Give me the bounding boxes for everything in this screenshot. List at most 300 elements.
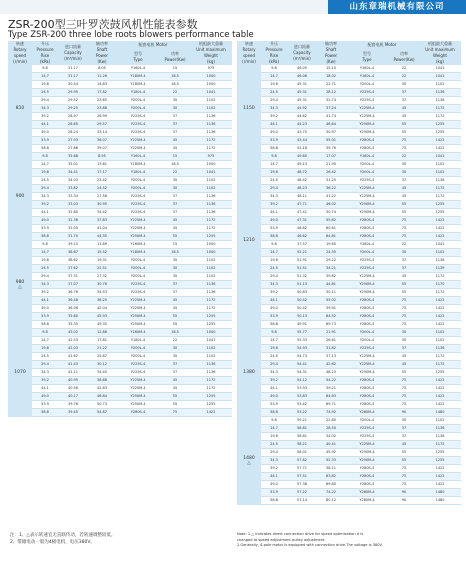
- weight-cell: 1102: [419, 169, 461, 177]
- pressure-cell: 9.8: [32, 65, 58, 73]
- shaft-power-cell: 37.24: [317, 105, 345, 113]
- weight-cell: 1000: [190, 81, 232, 89]
- pressure-cell: 19.6: [32, 257, 58, 265]
- pressure-cell: 29.4: [32, 361, 58, 369]
- weight-cell: 1102: [419, 81, 461, 89]
- motor-power-cell: 55: [389, 281, 419, 289]
- note-line: 2.Generally, 4-pole motor is equipped with connection drive.The voltage is 380V.: [237, 543, 383, 547]
- motor-power-cell: 37: [389, 257, 419, 265]
- capacity-cell: 39.15: [58, 241, 88, 249]
- shaft-power-cell: 44.81: [317, 281, 345, 289]
- motor-type-cell: Y280S-4: [345, 297, 389, 305]
- motor-power-cell: 75: [389, 321, 419, 329]
- table-row: [237, 465, 461, 473]
- table-row: [8, 105, 232, 113]
- motor-type-cell: Y160M-4: [116, 241, 160, 249]
- pressure-cell: 53.9: [261, 401, 287, 409]
- motor-type-cell: Y225M-4: [116, 377, 160, 385]
- pressure-cell: 53.9: [32, 313, 58, 321]
- capacity-cell: 39.45: [58, 409, 88, 417]
- motor-type-cell: Y280S-4: [345, 225, 389, 233]
- header-capacity: 进口流量 Capacity (m³/min): [287, 41, 317, 65]
- motor-power-cell: 37: [389, 425, 419, 433]
- shaft-power-cell: 80.12: [317, 497, 345, 505]
- shaft-power-cell: 18.02: [317, 73, 345, 81]
- pressure-cell: 14.7: [32, 337, 58, 345]
- motor-power-cell: 55: [389, 289, 419, 297]
- weight-cell: 1139: [419, 265, 461, 273]
- shaft-power-cell: 48.23: [317, 369, 345, 377]
- motor-power-cell: 37: [160, 201, 190, 209]
- capacity-cell: 37.62: [58, 265, 88, 273]
- motor-power-cell: 30: [389, 161, 419, 169]
- shaft-power-cell: 36.22: [317, 185, 345, 193]
- table-row: [8, 401, 232, 409]
- table-row: [8, 241, 232, 249]
- weight-cell: 1041: [190, 89, 232, 97]
- capacity-cell: 27.86: [58, 145, 88, 153]
- shaft-power-cell: 11.89: [88, 241, 116, 249]
- motor-type-cell: Y280S-4: [345, 465, 389, 473]
- motor-power-cell: 22: [160, 169, 190, 177]
- pressure-cell: 29.4: [261, 273, 287, 281]
- motor-type-cell: Y225M-4: [116, 145, 160, 153]
- header-rotary-speed: 转速 Rotary speed (r/min): [8, 41, 32, 65]
- weight-cell: 1102: [419, 249, 461, 257]
- capacity-cell: 42.53: [58, 337, 88, 345]
- capacity-cell: 28.65: [58, 121, 88, 129]
- pressure-cell: 34.3: [261, 457, 287, 465]
- capacity-cell: 53.22: [287, 409, 317, 417]
- shaft-power-cell: 17.17: [88, 169, 116, 177]
- motor-power-cell: 75: [389, 385, 419, 393]
- motor-power-cell: 55: [160, 313, 190, 321]
- shaft-power-cell: 23.65: [88, 97, 116, 105]
- motor-power-cell: 75: [389, 401, 419, 409]
- weight-cell: 1102: [190, 177, 232, 185]
- weight-cell: 1172: [419, 185, 461, 193]
- capacity-cell: 36.76: [58, 289, 88, 297]
- motor-power-cell: 22: [389, 65, 419, 73]
- shaft-power-cell: 54.22: [317, 377, 345, 385]
- table-row: [8, 137, 232, 145]
- table-row: [237, 105, 461, 113]
- header-motor-type: 型号 Type: [116, 49, 160, 65]
- pressure-cell: 9.8: [261, 241, 287, 249]
- motor-power-cell: 55: [160, 401, 190, 409]
- weight-cell: 1255: [419, 369, 461, 377]
- capacity-cell: 45.31: [287, 89, 317, 97]
- motor-power-cell: 45: [389, 185, 419, 193]
- weight-cell: 1136: [419, 97, 461, 105]
- capacity-cell: 49.60: [287, 153, 317, 161]
- pressure-cell: 39.2: [261, 289, 287, 297]
- pressure-cell: 39.2: [261, 201, 287, 209]
- table-row: [237, 137, 461, 145]
- weight-cell: 1255: [190, 313, 232, 321]
- weight-cell: 1255: [190, 233, 232, 241]
- table-row: [237, 289, 461, 297]
- shaft-power-cell: 31.25: [317, 177, 345, 185]
- table-row: [237, 409, 461, 417]
- pressure-cell: 44.1: [32, 209, 58, 217]
- motor-type-cell: Y160L-4: [116, 153, 160, 161]
- motor-power-cell: 18.5: [160, 249, 190, 257]
- pressure-cell: 39.2: [32, 377, 58, 385]
- motor-type-cell: Y280S-4: [345, 313, 389, 321]
- motor-power-cell: 75: [389, 481, 419, 489]
- header-capacity: 进口流量 Capacity (m³/min): [58, 41, 88, 65]
- shaft-power-cell: 58.11: [317, 465, 345, 473]
- motor-type-cell: Y250M-4: [345, 449, 389, 457]
- table-row: [8, 393, 232, 401]
- table-row: [237, 361, 461, 369]
- notes-english: [237, 532, 383, 549]
- motor-type-cell: Y225M-4: [345, 193, 389, 201]
- capacity-cell: 28.97: [58, 113, 88, 121]
- shaft-power-cell: 27.58: [88, 193, 116, 201]
- shaft-power-cell: 22.71: [317, 81, 345, 89]
- capacity-cell: 58.61: [287, 433, 317, 441]
- pressure-cell: 53.9: [261, 313, 287, 321]
- weight-cell: 1000: [190, 161, 232, 169]
- motor-power-cell: 30: [160, 97, 190, 105]
- shaft-power-cell: 21.22: [88, 345, 116, 353]
- motor-type-cell: Y180L-4: [116, 169, 160, 177]
- capacity-cell: 44.92: [287, 105, 317, 113]
- table-row: [237, 417, 461, 425]
- capacity-cell: 51.51: [287, 265, 317, 273]
- pressure-cell: 58.8: [32, 321, 58, 329]
- header-pressure-rise: 升压 Pressure Rise (kPa): [261, 41, 287, 65]
- table-row: [237, 433, 461, 441]
- motor-power-cell: 75: [389, 233, 419, 241]
- weight-cell: 1136: [190, 129, 232, 137]
- weight-cell: 1480: [419, 497, 461, 505]
- table-row: [237, 201, 461, 209]
- pressure-cell: 24.5: [32, 265, 58, 273]
- shaft-power-cell: 19.65: [317, 241, 345, 249]
- pressure-cell: 58.8: [261, 409, 287, 417]
- capacity-cell: 50.13: [287, 313, 317, 321]
- title-chinese: ZSR-200型三叶罗茨鼓风机性能表参数: [8, 18, 198, 31]
- motor-power-cell: 55: [160, 233, 190, 241]
- table-row: [8, 233, 232, 241]
- shaft-power-cell: 22.80: [317, 417, 345, 425]
- table-row: [237, 337, 461, 345]
- shaft-power-cell: 22.51: [88, 265, 116, 273]
- pressure-cell: 39.2: [261, 377, 287, 385]
- shaft-power-cell: 52.33: [317, 457, 345, 465]
- shaft-power-cell: 45.92: [317, 449, 345, 457]
- shaft-power-cell: 15.10: [317, 65, 345, 73]
- weight-cell: 1422: [419, 217, 461, 225]
- table-row: [237, 321, 461, 329]
- shaft-power-cell: 59.91: [317, 305, 345, 313]
- capacity-cell: 47.41: [287, 209, 317, 217]
- weight-cell: 1172: [419, 289, 461, 297]
- motor-type-cell: Y280S-4: [345, 385, 389, 393]
- shaft-power-cell: 41.74: [317, 113, 345, 121]
- motor-power-cell: 30: [160, 185, 190, 193]
- table-row: [8, 153, 232, 161]
- motor-power-cell: 30: [160, 105, 190, 113]
- shaft-power-cell: 17.07: [317, 153, 345, 161]
- weight-cell: 1422: [419, 305, 461, 313]
- table-row: [237, 345, 461, 353]
- weight-cell: 1041: [190, 169, 232, 177]
- motor-type-cell: Y180L-4: [345, 65, 389, 73]
- table-row: [8, 257, 232, 265]
- motor-power-cell: 30: [389, 337, 419, 345]
- capacity-cell: 46.05: [287, 65, 317, 73]
- weight-cell: 1172: [190, 217, 232, 225]
- table-row: [237, 257, 461, 265]
- pressure-cell: 44.1: [261, 121, 287, 129]
- table-row: [8, 193, 232, 201]
- table-row: [8, 97, 232, 105]
- table-row: [8, 377, 232, 385]
- header-rotary-speed: 转速 Rotary speed (r/min): [237, 41, 261, 65]
- table-row: [8, 129, 232, 137]
- motor-type-cell: Y180M-4: [116, 249, 160, 257]
- motor-type-cell: Y180L-4: [345, 241, 389, 249]
- table-row: [237, 297, 461, 305]
- table-row: [8, 361, 232, 369]
- table-row: [237, 497, 461, 505]
- motor-type-cell: Y225S-4: [116, 289, 160, 297]
- motor-power-cell: 45: [160, 217, 190, 225]
- pressure-cell: 14.7: [261, 425, 287, 433]
- weight-cell: 1255: [419, 129, 461, 137]
- motor-power-cell: 55: [389, 449, 419, 457]
- rotary-speed-cell: 1070: [8, 329, 32, 417]
- weight-cell: 1422: [419, 385, 461, 393]
- motor-type-cell: Y160M-4: [116, 329, 160, 337]
- capacity-cell: 35.68: [58, 153, 88, 161]
- weight-cell: 1102: [190, 265, 232, 273]
- shaft-power-cell: 24.52: [88, 185, 116, 193]
- performance-table-right: [237, 41, 461, 505]
- motor-power-cell: 45: [389, 361, 419, 369]
- motor-type-cell: Y225S-4: [345, 257, 389, 265]
- header-motor-type: 型号 Type: [345, 49, 389, 65]
- capacity-cell: 54.12: [287, 377, 317, 385]
- table-row: [237, 65, 461, 73]
- capacity-cell: 58.81: [287, 425, 317, 433]
- motor-power-cell: 37: [389, 89, 419, 97]
- table-row: [8, 329, 232, 337]
- shaft-power-cell: 23.42: [88, 177, 116, 185]
- shaft-power-cell: 39.62: [317, 273, 345, 281]
- weight-cell: 975: [190, 65, 232, 73]
- capacity-cell: 54.93: [287, 345, 317, 353]
- shaft-power-cell: 8.95: [88, 153, 116, 161]
- pressure-cell: 14.7: [261, 161, 287, 169]
- weight-cell: 1102: [419, 161, 461, 169]
- motor-power-cell: 75: [389, 217, 419, 225]
- motor-type-cell: Y225S-4: [116, 129, 160, 137]
- weight-cell: 1422: [419, 145, 461, 153]
- capacity-cell: 48.11: [287, 193, 317, 201]
- capacity-cell: 36.48: [58, 297, 88, 305]
- capacity-cell: 30.54: [58, 81, 88, 89]
- weight-cell: 1422: [419, 297, 461, 305]
- table-row: [8, 209, 232, 217]
- capacity-cell: 47.71: [287, 201, 317, 209]
- motor-power-cell: 45: [160, 385, 190, 393]
- capacity-cell: 58.21: [287, 441, 317, 449]
- capacity-cell: 37.07: [58, 281, 88, 289]
- motor-power-cell: 37: [389, 177, 419, 185]
- rotary-speed-cell: 1480 △: [237, 417, 261, 505]
- pressure-cell: 34.3: [261, 193, 287, 201]
- motor-power-cell: 45: [389, 113, 419, 121]
- capacity-cell: 46.62: [287, 233, 317, 241]
- capacity-cell: 46.82: [287, 225, 317, 233]
- pressure-cell: 53.9: [32, 225, 58, 233]
- motor-power-cell: 22: [160, 337, 190, 345]
- weight-cell: 1102: [190, 257, 232, 265]
- capacity-cell: 58.01: [287, 449, 317, 457]
- pressure-cell: 29.4: [32, 97, 58, 105]
- motor-type-cell: Y250M-4: [345, 457, 389, 465]
- weight-cell: 1136: [419, 345, 461, 353]
- motor-type-cell: Y280S-4: [345, 305, 389, 313]
- header-motor-power: 功率 Power(Kw): [160, 49, 190, 65]
- weight-cell: 1136: [190, 209, 232, 217]
- motor-type-cell: Y250M-4: [345, 209, 389, 217]
- pressure-cell: 34.3: [32, 281, 58, 289]
- motor-type-cell: Y200L-4: [345, 161, 389, 169]
- motor-type-cell: Y280S-4: [345, 481, 389, 489]
- pressure-cell: 53.9: [261, 225, 287, 233]
- motor-power-cell: 55: [389, 201, 419, 209]
- weight-cell: 1172: [419, 441, 461, 449]
- motor-power-cell: 37: [160, 113, 190, 121]
- motor-power-cell: 30: [389, 329, 419, 337]
- motor-power-cell: 45: [389, 353, 419, 361]
- shaft-power-cell: 14.83: [88, 81, 116, 89]
- motor-type-cell: Y280M-4: [345, 497, 389, 505]
- capacity-cell: 40.95: [58, 377, 88, 385]
- pressure-cell: 34.3: [261, 281, 287, 289]
- shaft-power-cell: 34.42: [88, 209, 116, 217]
- motor-type-cell: Y225S-4: [345, 345, 389, 353]
- table-row: [8, 185, 232, 193]
- pressure-cell: 49.0: [32, 129, 58, 137]
- motor-type-cell: Y225S-4: [345, 97, 389, 105]
- weight-cell: 1102: [190, 273, 232, 281]
- capacity-cell: 59.21: [287, 417, 317, 425]
- pressure-cell: 53.9: [261, 137, 287, 145]
- motor-power-cell: 30: [389, 81, 419, 89]
- weight-cell: 1172: [419, 193, 461, 201]
- shaft-power-cell: 12.86: [88, 329, 116, 337]
- motor-type-cell: Y250M-4: [116, 233, 160, 241]
- motor-type-cell: Y250M-4: [116, 401, 160, 409]
- motor-type-cell: Y250M-4: [345, 121, 389, 129]
- performance-table-left: [8, 41, 232, 417]
- shaft-power-cell: 45.93: [88, 313, 116, 321]
- motor-type-cell: Y250M-4: [116, 321, 160, 329]
- pressure-cell: 39.2: [261, 465, 287, 473]
- capacity-cell: 54.73: [287, 353, 317, 361]
- capacity-cell: 53.42: [287, 401, 317, 409]
- shaft-power-cell: 13.61: [88, 161, 116, 169]
- table-row: [237, 169, 461, 177]
- weight-cell: 1136: [419, 433, 461, 441]
- weight-cell: 1136: [190, 113, 232, 121]
- table-row: [237, 249, 461, 257]
- pressure-cell: 24.5: [261, 177, 287, 185]
- weight-cell: 1136: [419, 177, 461, 185]
- weight-cell: 1172: [190, 225, 232, 233]
- table-row: [237, 113, 461, 121]
- shaft-power-cell: 34.02: [317, 433, 345, 441]
- weight-cell: 1136: [190, 289, 232, 297]
- shaft-power-cell: 17.81: [88, 337, 116, 345]
- capacity-cell: 38.67: [58, 249, 88, 257]
- motor-power-cell: 75: [389, 297, 419, 305]
- pressure-cell: 29.4: [261, 449, 287, 457]
- motor-power-cell: 30: [160, 273, 190, 281]
- motor-power-cell: 75: [389, 137, 419, 145]
- table-row: [237, 193, 461, 201]
- weight-cell: 1422: [419, 481, 461, 489]
- shaft-power-cell: 27.32: [88, 273, 116, 281]
- weight-cell: 1102: [190, 345, 232, 353]
- capacity-cell: 35.60: [58, 313, 88, 321]
- motor-power-cell: 15: [160, 65, 190, 73]
- pressure-cell: 29.4: [32, 273, 58, 281]
- pressure-cell: 49.0: [261, 305, 287, 313]
- pressure-cell: 29.4: [261, 361, 287, 369]
- motor-type-cell: Y280S-4: [345, 217, 389, 225]
- shaft-power-cell: 23.88: [88, 105, 116, 113]
- motor-type-cell: Y225M-4: [345, 273, 389, 281]
- capacity-cell: 47.31: [287, 217, 317, 225]
- shaft-power-cell: 69.71: [317, 401, 345, 409]
- pressure-cell: 19.6: [261, 169, 287, 177]
- weight-cell: 1172: [190, 305, 232, 313]
- motor-type-cell: Y250M-4: [345, 289, 389, 297]
- header-pressure-rise: 升压 Pressure Rise (kPa): [32, 41, 58, 65]
- pressure-cell: 19.6: [32, 345, 58, 353]
- pressure-cell: 39.2: [261, 113, 287, 121]
- weight-cell: 1102: [190, 353, 232, 361]
- shaft-power-cell: 25.87: [88, 353, 116, 361]
- motor-type-cell: Y250M-4: [116, 393, 160, 401]
- motor-power-cell: 45: [389, 193, 419, 201]
- weight-cell: 1422: [419, 473, 461, 481]
- capacity-cell: 53.93: [287, 385, 317, 393]
- capacity-cell: 50.42: [287, 305, 317, 313]
- shaft-power-cell: 31.82: [317, 345, 345, 353]
- shaft-power-cell: 54.87: [88, 409, 116, 417]
- table-row: [8, 321, 232, 329]
- table-row: [8, 265, 232, 273]
- pressure-cell: 49.0: [32, 217, 58, 225]
- table-row: [8, 297, 232, 305]
- pressure-cell: 49.0: [261, 217, 287, 225]
- shaft-power-cell: 11.26: [88, 73, 116, 81]
- table-row: [237, 481, 461, 489]
- shaft-power-cell: 42.83: [88, 385, 116, 393]
- shaft-power-cell: 50.11: [317, 289, 345, 297]
- pressure-cell: 19.6: [261, 433, 287, 441]
- weight-cell: 1422: [419, 465, 461, 473]
